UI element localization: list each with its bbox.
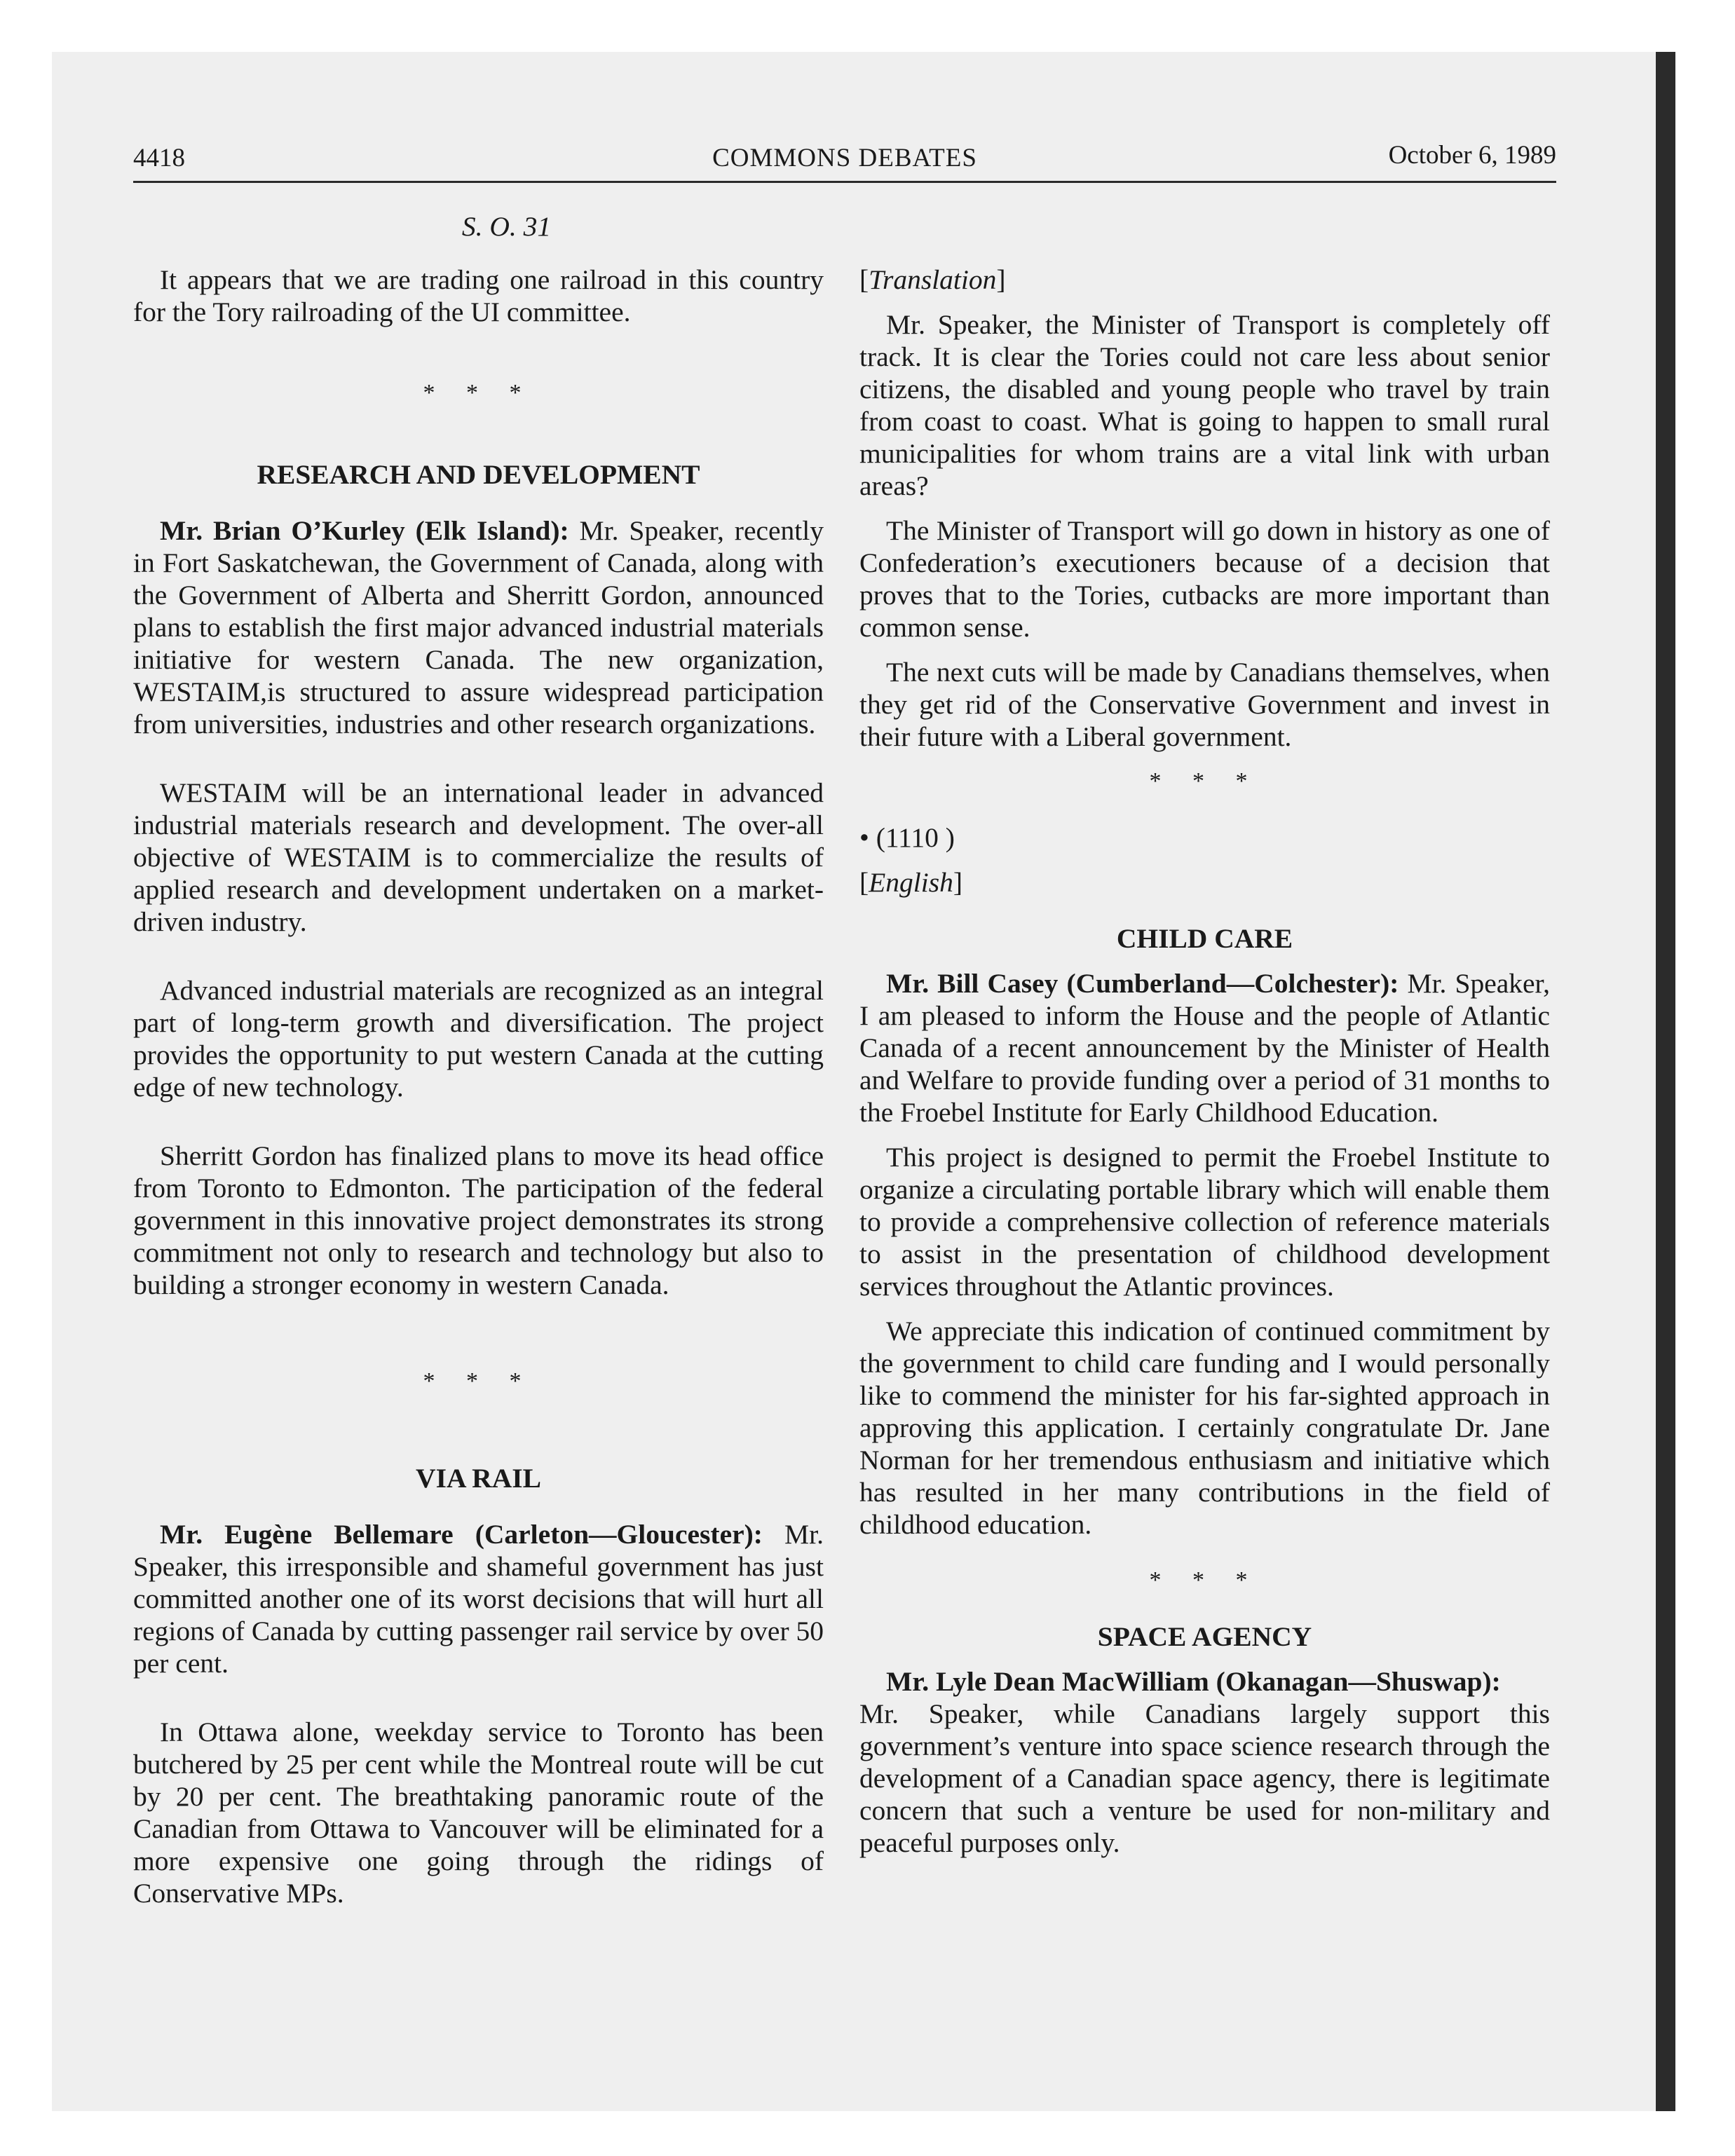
translation-tag: [Translation]	[859, 264, 1006, 295]
header-rule	[133, 181, 1556, 183]
okurley-paragraph-3: Advanced industrial materials are recognized as an integral part of long-term growth and diversification. The project provides the opportunity to put western Canada at the cutting edge of new technology.	[133, 975, 824, 1103]
time-marker: • (1110 )	[859, 822, 955, 853]
heading-space-agency: SPACE AGENCY	[1097, 1621, 1312, 1652]
heading-child-care: CHILD CARE	[1116, 923, 1293, 954]
okurley-paragraph-1: Mr. Brian O’Kurley (Elk Island): Mr. Speaker, recently in Fort Saskatchewan, the Government of Canada, along with the Government of Alberta and Sherritt Gordon, announced plans to establish the first major advanced industrial materials initiative for western Canada. The new organization, WESTAIM,is structured to assure widespread participation from universities, industries and other research organizations.	[133, 515, 824, 739]
section-separator: * * *	[423, 380, 534, 406]
okurley-paragraph-4: Sherritt Gordon has finalized plans to move its head office from Toronto to Edmonton. The participation of the federal government in this innovative project demonstrates its strong commitment not only to research and technology but also to building a stronger economy in western Canada.	[133, 1140, 824, 1300]
left-column	[133, 210, 824, 1909]
translation-paragraph-2: The Minister of Transport will go down in history as one of Confederation’s executioners because of a decision that proves that to the Tories, cutbacks are more important than common sense.	[859, 515, 1550, 643]
section-label: S. O. 31	[461, 211, 552, 242]
intro-paragraph: It appears that we are trading one railroad in this country for the Tory railroading of the UI committee.	[133, 264, 824, 327]
english-tag: [English]	[859, 867, 963, 898]
page-date: October 6, 1989	[1388, 141, 1556, 170]
macwilliam-paragraph-1: Mr. Lyle Dean MacWilliam (Okanagan—Shuswap): Mr. Speaker, while Canadians largely support this government’s venture into space science research through the development of a Canadian space agency, there is legitimate concern that such a venture be used for non-military and peaceful purposes only.	[859, 1666, 1550, 1858]
speaker-name: Mr. Brian O’Kurley (Elk Island):	[160, 515, 569, 546]
right-column	[859, 210, 1550, 1859]
section-separator: * * *	[1149, 768, 1260, 794]
publication-title: COMMONS DEBATES	[712, 144, 977, 172]
casey-paragraph-1: Mr. Bill Casey (Cumberland—Colchester): Mr. Speaker, I am pleased to inform the House and the people of Atlantic Canada of a recent announcement by the Minister of Health and Welfare to provide funding over a period of 31 months to the Froebel Institute for Early Childhood Education.	[859, 968, 1551, 1128]
page-number: 4418	[133, 144, 185, 172]
speaker-name: Mr. Bill Casey (Cumberland—Colchester):	[886, 968, 1399, 999]
bellemare-paragraph-1: Mr. Eugène Bellemare (Carleton—Gloucester): Mr. Speaker, this irresponsible and shameful government has just committed another one of its worst decisions that will hurt all regions of Canada by cutting passenger rail service by over 50 per cent.	[133, 1519, 824, 1679]
translation-paragraph-1: Mr. Speaker, the Minister of Transport is completely off track. It is clear the Tories could not care less about senior citizens, the disabled and young people who travel by train from coast to coast. What is going to happen to small rural municipalities for whom trains are a vital link with urban areas?	[859, 309, 1550, 501]
speaker-name: Mr. Lyle Dean MacWilliam (Okanagan—Shuswap):	[886, 1666, 1501, 1697]
speaker-name: Mr. Eugène Bellemare (Carleton—Gloucester):	[160, 1519, 763, 1550]
heading-via-rail: VIA RAIL	[416, 1463, 541, 1494]
heading-research-and-development: RESEARCH AND DEVELOPMENT	[257, 459, 700, 490]
scan-edge-bar	[1656, 52, 1675, 2111]
section-separator: * * *	[423, 1368, 534, 1394]
casey-paragraph-3: We appreciate this indication of continued commitment by the government to child care funding and I would personally like to commend the minister for his far-sighted approach in approving this application. I certainly congratulate Dr. Jane Norman for her tremendous enthusiasm and initiative which has resulted in her many contributions in the field of childhood education.	[859, 1316, 1550, 1540]
okurley-paragraph-2: WESTAIM will be an international leader in advanced industrial materials research and development. The over-all objective of WESTAIM is to commercialize the results of applied research and development undertaken on a market-driven industry.	[133, 777, 824, 937]
bellemare-paragraph-2: In Ottawa alone, weekday service to Toronto has been butchered by 25 per cent while the Montreal route will be cut by 20 per cent. The breathtaking panoramic route of the Canadian from Ottawa to Vancouver will be eliminated for a more expensive one going through the ridings of Conservative MPs.	[133, 1717, 824, 1909]
section-separator: * * *	[1149, 1567, 1260, 1593]
casey-paragraph-2: This project is designed to permit the Froebel Institute to organize a circulating portable library which will enable them to provide a comprehensive collection of reference materials to assist in the presentation of childhood development services throughout the Atlantic provinces.	[859, 1142, 1550, 1302]
translation-paragraph-3: The next cuts will be made by Canadians themselves, when they get rid of the Conservative Government and invest in their future with a Liberal government.	[859, 657, 1550, 752]
page-header	[133, 139, 1556, 181]
